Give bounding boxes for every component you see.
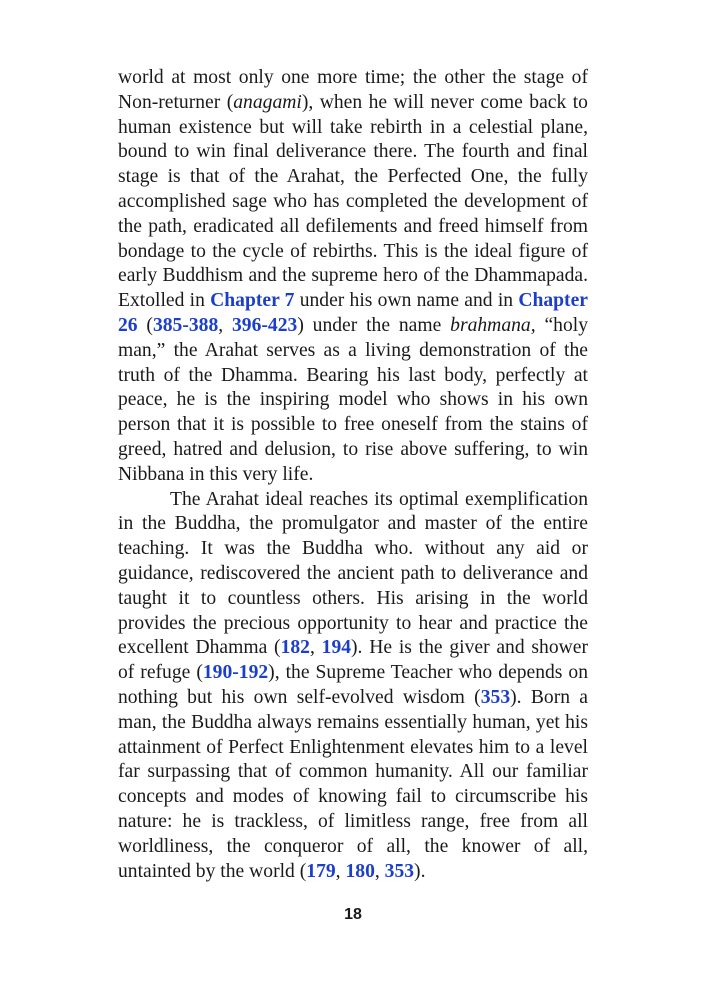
link-verse-353[interactable]: 353 [480,686,511,708]
text-run: ), when he will never come back to human existence but will take rebirth in a celestial plane, bound to win final deliverance there. The fourth and final stage is that of the Arahat, the Perfected One, the fully accomplished sage who has completed the development of the path, eradicated all defilements and freed himself from bondage to the cycle of rebirths. This is the ideal figure of early Buddhism and the supreme hero of the Dhammapada. Extolled in [118,91,588,312]
term-brahmana: brahmana, [450,314,536,336]
text-run: ). [414,860,426,882]
link-verse-180[interactable]: 180 [345,860,375,882]
text-run: , [218,314,232,336]
page-body [118,66,588,884]
term-anagami: anagami [233,91,302,113]
text-run: , [374,860,385,882]
text-run: ( [137,314,153,336]
text-run: The Arahat ideal reaches its optimal exemplification in the Buddha, the promulgator and master of the entire teaching. It was the Buddha who. without any aid or guidance, rediscovered the ancient path to deliverance and taught it to countless others. His arising in the world provides the precious opportunity to hear and practice the excellent Dhamma ( [118,488,588,659]
text-run: world at most only one more time; the other the stage of Non-returner ( [118,67,588,113]
text-run: under his own name and in [294,290,519,312]
text-run: , [309,637,322,659]
link-verses-190-192[interactable]: 190-192 [202,662,269,684]
link-chapter-26[interactable]: Chapter 26 [118,290,588,336]
link-verse-182[interactable]: 182 [280,637,310,659]
link-verse-194[interactable]: 194 [321,637,352,659]
page-number: 18 [344,906,362,923]
paragraph-buddha [118,488,588,885]
text-run: ). Born a man, the Buddha always remains essentially human, yet his attainment of Perfect Enlightenment elevates him to a level far surpassing that of common humanity. All our familiar concepts and modes of knowing fail to circumscribe his nature: he is trackless, of limitless range, free from all worldliness, the conqueror of all, the knower of all, untainted by the world ( [118,686,589,882]
link-verses-396-423[interactable]: 396-423 [232,314,298,336]
text-run: ), the Supreme Teacher who depends on nothing but his own self-evolved wisdom ( [118,662,588,708]
text-run: “holy man,” the Arahat serves as a living demonstration of the truth of the Dhamma. Bearing his last body, perfectly at peace, he is the inspiring model who shows in his own person that it is possible to free oneself from the stains of greed, hatred and delusion, to rise above suffering, to win Nibbana in this very life. [118,314,588,485]
link-chapter-7[interactable]: Chapter 7 [210,290,295,312]
link-verses-385-388[interactable]: 385-388 [152,314,219,336]
link-verse-179[interactable]: 179 [306,860,336,882]
paragraph-arahat [118,66,588,488]
text-run: ). He is the giver and shower of refuge ( [118,637,589,684]
text-run: , [335,860,346,882]
link-verse-353-second[interactable]: 353 [384,860,415,882]
text-run: ) under the name [297,314,451,336]
